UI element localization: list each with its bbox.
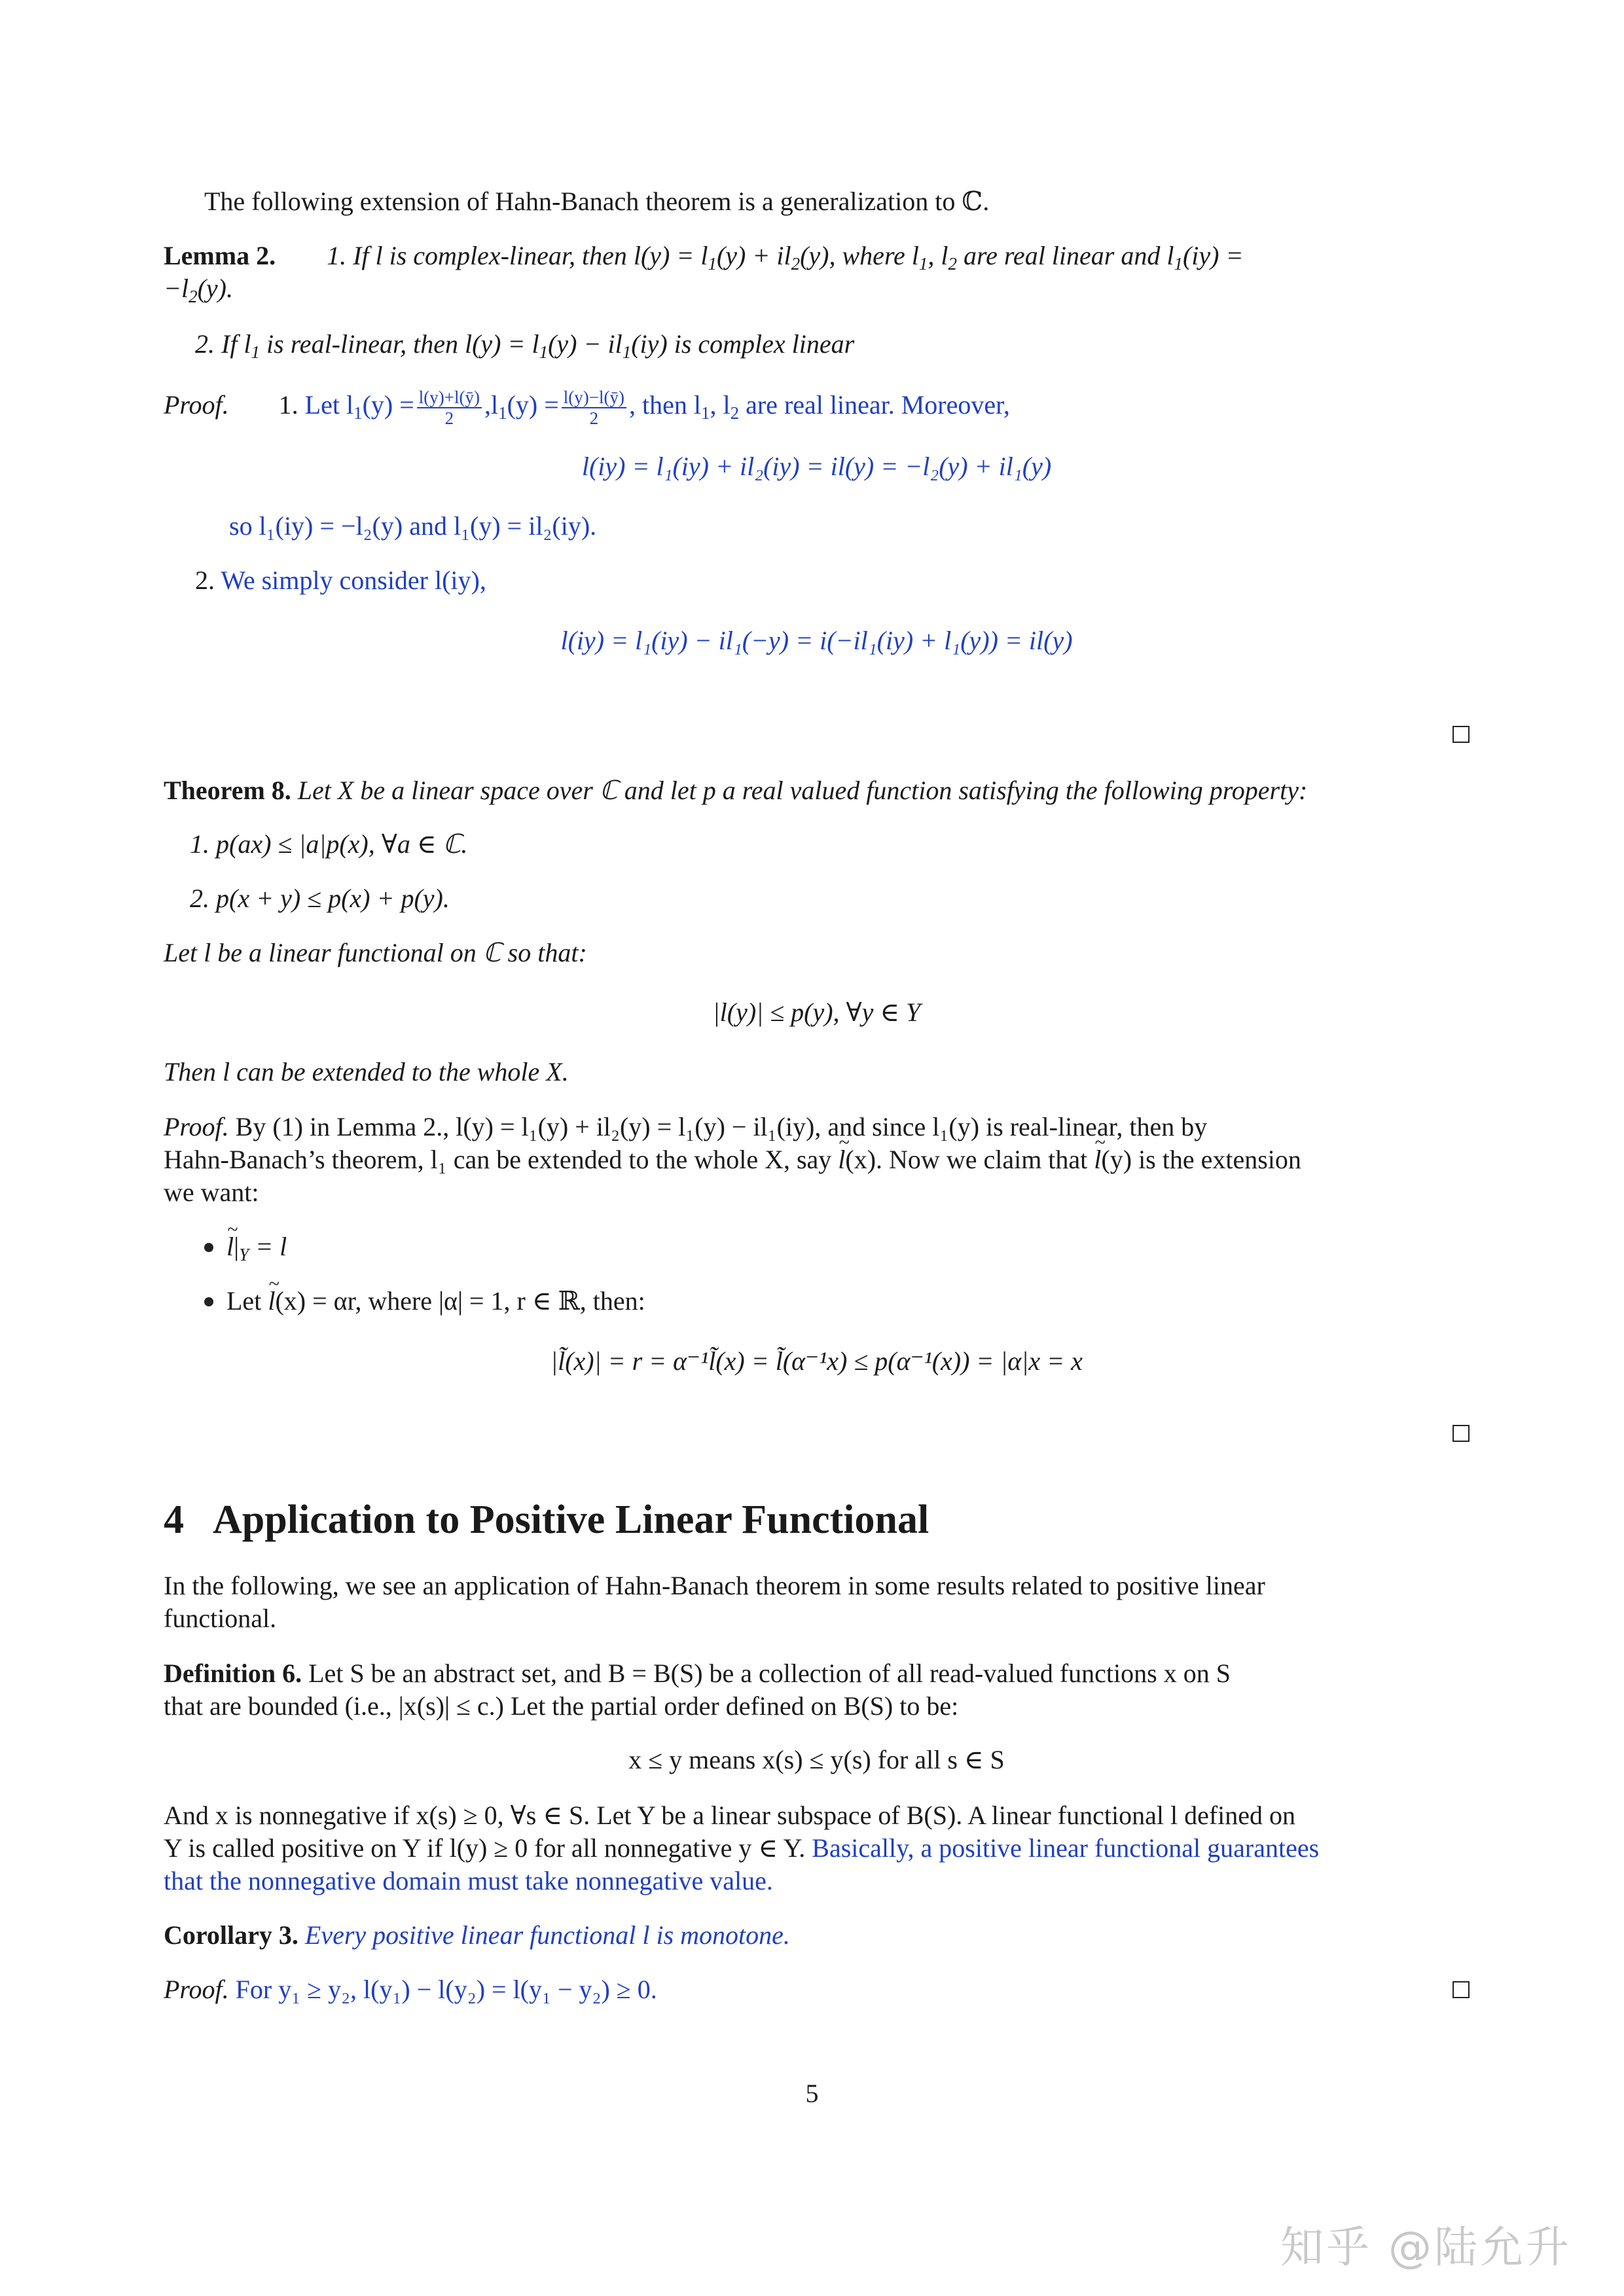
- section-intro-line-2: functional.: [164, 1604, 277, 1633]
- proof-2-line-3: we want:: [164, 1177, 259, 1207]
- definition-label: Definition 6.: [164, 1659, 302, 1688]
- definition-6-line-1: Definition 6. Let S be an abstract set, and B = B(S) be a collection of all read-valued functions x on S: [164, 1659, 1231, 1688]
- lemma-2-cont: $-l_2(y)$.: [164, 274, 234, 306]
- theorem-label: Theorem 8.: [164, 776, 291, 805]
- qed-box: [1453, 1425, 1470, 1442]
- proof-label: Proof.: [164, 390, 229, 420]
- bullet-dot: [204, 1243, 213, 1252]
- definition-6-line-5: that the nonnegative domain must take nonnegative value.: [164, 1866, 773, 1895]
- qed-box: [1453, 726, 1470, 743]
- fraction-1: $\frac{l(y)+l(ȳ)}{2}$: [417, 387, 482, 428]
- definition-6-display: x ≤ y means x(s) ≤ y(s) for all s ∈ S: [628, 1745, 1005, 1774]
- proof-1-display-1: l(iy) = l₁(iy) + il₂(iy) = il(y) = −l₂(y) + il₁(y): [581, 452, 1052, 481]
- definition-6-line-4: Y is called positive on Y if l(y) ≥ 0 for all nonnegative y ∈ Y. Basically, a positive linear functional guarantees: [164, 1833, 1320, 1863]
- proof-2-line-2: Hahn-Banach’s theorem, l₁ can be extended to the whole X, say ~ l(x). Now we claim that ~ l(y) is the extension: [164, 1143, 1470, 1176]
- proof-2-bullet-2: Let ~ l(x) = αr, where |α| = 1, r ∈ ℝ, then:: [164, 1285, 1470, 1318]
- proof-label: Proof.: [164, 1112, 229, 1141]
- section-intro-line-1: In the following, we see an application of Hahn-Banach theorem in some results related to positive linear: [164, 1571, 1265, 1600]
- corollary-label: Corollary 3.: [164, 1920, 298, 1950]
- corollary-3: Corollary 3. Every positive linear functional l is monotone.: [164, 1920, 790, 1950]
- lemma-2-item-2: 2. If $l_1$ is real-linear, then $l(y) = l_1(y) - il_1(iy)$ is complex linear: [195, 329, 855, 362]
- proof-1-so: so l₁(iy) = −l₂(y) and l₁(y) = il₂(iy).: [229, 511, 597, 541]
- proof-1-display-2: l(iy) = l₁(iy) − il₁(−y) = i(−il₁(iy) + l₁(y)) = il(y): [560, 626, 1073, 655]
- theorem-8-let: Let l be a linear functional on ℂ so that:: [164, 938, 587, 967]
- proof-2-bullet-1: ~ $l|_Y = l$: [164, 1230, 1470, 1271]
- page-number: 5: [805, 2079, 819, 2108]
- theorem-8-then: Then l can be extended to the whole X.: [164, 1057, 569, 1086]
- definition-6-line-3: And x is nonnegative if x(s) ≥ 0, ∀s ∈ S. Let Y be a linear subspace of B(S). A linear functional l defined on: [164, 1801, 1296, 1830]
- qed-box: [1453, 1981, 1470, 1998]
- proof-2-line-1: Proof. By (1) in Lemma 2., l(y) = l₁(y) + il₂(y) = l₁(y) − il₁(iy), and since l₁(y) is real-linear, then by: [164, 1112, 1208, 1141]
- theorem-8: Theorem 8. Let X be a linear space over ℂ and let p a real valued function satisfying the following property:: [164, 776, 1308, 805]
- watermark: 知乎 @陆允升: [1280, 2222, 1572, 2272]
- lemma-label: Lemma 2.: [164, 241, 276, 270]
- lemma-2: Lemma 2. 1. If l is complex-linear, then $l(y) = l_1(y) + il_2(y)$, where $l_1$, $l_2$ are real linear and $l_1(iy)$ =: [164, 241, 1244, 274]
- definition-6-line-2: that are bounded (i.e., |x(s)| ≤ c.) Let the partial order defined on B(S) to be:: [164, 1691, 959, 1721]
- fraction-2: $\frac{l(y)-l(ȳ)}{2}$: [562, 387, 626, 428]
- theorem-8-display: |l(y)| ≤ p(y), ∀y ∈ Y: [712, 997, 921, 1027]
- section-heading: 4 Application to Positive Linear Functional: [164, 1498, 929, 1542]
- bullet-dot: [204, 1297, 213, 1306]
- proof-3: Proof. For y₁ ≥ y₂, l(y₁) − l(y₂) = l(y₁ − y₂) ≥ 0.: [164, 1975, 657, 2004]
- intro-paragraph: The following extension of Hahn-Banach theorem is a generalization to ℂ.: [204, 187, 990, 216]
- theorem-8-property-2: 2. p(x + y) ≤ p(x) + p(y).: [190, 884, 450, 913]
- theorem-8-property-1: 1. p(ax) ≤ |a|p(x), ∀a ∈ ℂ.: [190, 829, 468, 859]
- proof-1-item-2: 2. We simply consider l(iy),: [195, 565, 486, 595]
- proof-label: Proof.: [164, 1975, 229, 2004]
- proof-2-display: |l̃(x)| = r = α⁻¹l̃(x) = l̃(α⁻¹x) ≤ p(α⁻¹(x)) = |α|x = x: [550, 1346, 1083, 1376]
- proof-1-line-1: Proof. 1. Let $l_1(y)$ = $\frac{l(y)+l(ȳ)}{2}$ $,l_1(y)$ = $\frac{l(y)-l(ȳ)}{2}$ , then $l_1$, $l_2$ are real linear. Moreover,: [164, 387, 1010, 428]
